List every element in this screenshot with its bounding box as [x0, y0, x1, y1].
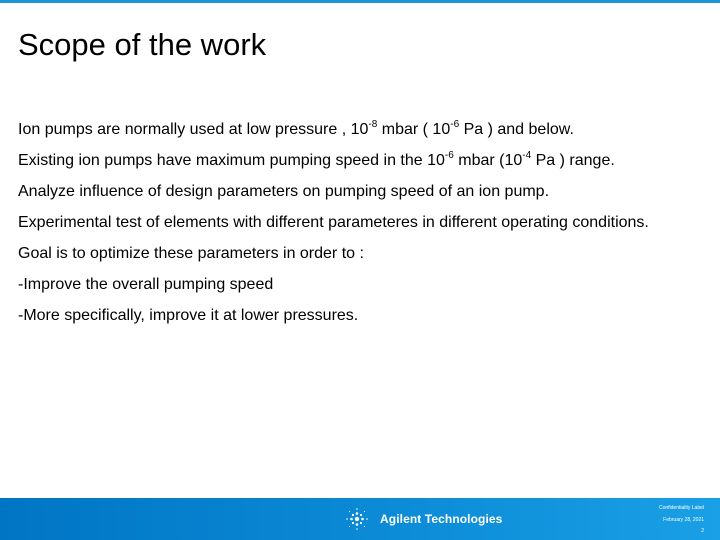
bullet-list	[18, 120, 708, 326]
bullet-max-pumping-speed: Existing ion pumps have maximum pumping speed in the $10^{-6}$ mbar ($10^{-4}$ Pa ) range.	[18, 150, 615, 169]
bullet-goal: Goal is to optimize these parameters in order to :	[18, 245, 364, 262]
bullet-lower-pressures: -More specifically, improve it at lower pressures.	[18, 307, 359, 324]
footer-bar	[0, 498, 720, 540]
company-logo	[344, 506, 502, 532]
bullet-experimental-test: Experimental test of elements with different parameteres in different operating conditions.	[18, 214, 649, 231]
bullet-analyze-design: Analyze influence of design parameters on pumping speed of an ion pump.	[18, 183, 550, 200]
spark-icon	[344, 506, 370, 532]
bullet-ion-pump-pressure: Ion pumps are normally used at low pressure , $10^{-8}$ mbar ( $10^{-6}$ Pa ) and below.	[18, 119, 574, 138]
bullet-improve-speed: -Improve the overall pumping speed	[18, 276, 274, 293]
brand-name: Agilent Technologies	[380, 512, 503, 526]
slide-date: February 28, 2021	[663, 517, 704, 523]
slide-title: Scope of the work	[18, 27, 267, 62]
confidentiality-label: Confidentiality Label	[658, 505, 704, 511]
page-number: 2	[701, 528, 704, 534]
top-accent-rule	[0, 0, 720, 3]
